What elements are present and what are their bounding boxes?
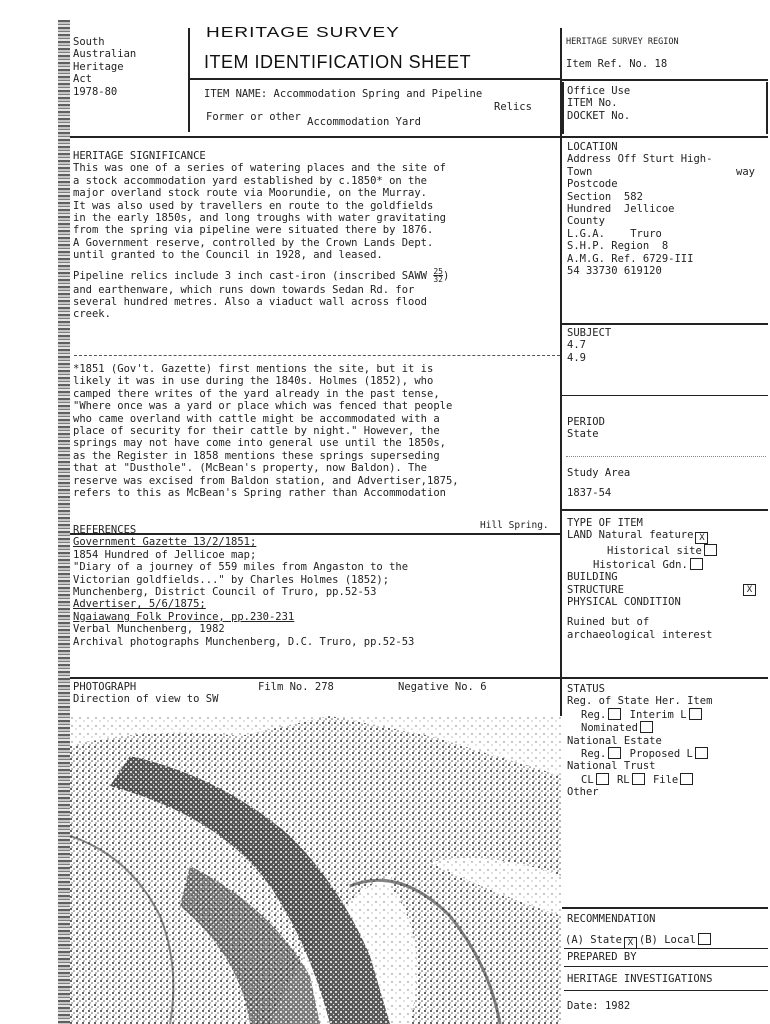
location-section: LOCATION Address Off Sturt High- Town way Postcode Section 582 Hundred Jellicoe County L.G.A. Truro S.H.P. Region 8 A.M.G. Ref. 6729-III 54 33730 619120 [567,141,767,277]
fraction: $\frac{25}{32}$ [433,266,443,284]
recommend-state-checkbox[interactable]: X [624,937,637,949]
prepared-by-label: PREPARED BY [567,951,637,963]
item-ref: Item Ref. No. 18 [566,58,668,70]
footnote-tail: Hill Spring. [480,520,549,531]
status-section: STATUS Reg. of State Her. Item Reg. Interim L Nominated National Estate Reg. Proposed L National Trust CL RL File Other [567,683,713,799]
natural-feature-checkbox[interactable]: X [695,532,708,544]
state-nominated-checkbox[interactable] [640,721,653,733]
state-interim-checkbox[interactable] [689,708,702,720]
rule [562,323,768,325]
recommendation-options: (A) State X (B) Local [565,933,713,949]
historical-site-checkbox[interactable] [704,544,717,556]
rule [562,677,768,679]
sheet-title: ITEM IDENTIFICATION SHEET [204,52,472,72]
dashed-separator [74,355,560,356]
survey-title: HERITAGE SURVEY [206,24,400,41]
item-name: ITEM NAME: Accommodation Spring and Pipeline [204,88,483,100]
references-heading: REFERENCES [73,524,137,536]
negative-number: Negative No. 6 [398,681,487,693]
national-reg-checkbox[interactable] [608,747,621,759]
location-heading: LOCATION [567,141,618,153]
rule [562,907,768,909]
references-section: REFERENCES Government Gazette 13/2/1851; 1854 Hundred of Jellicoe map; "Diary of a journey of 559 miles from Angaston to the Victorian goldfields..." by Charles Holmes (1852); Munchenberg, District Council of Truro, pp.52-53 Advertiser, 5/6/1875; Ngaiawang Folk Province, pp.230-231 Verbal Munchenberg, 1982 Archival photographs Munchenberg, D.C. Truro, pp.52-53 [73,524,415,648]
rule [562,395,768,396]
prepared-by-value: HERITAGE INVESTIGATIONS [567,973,713,985]
scan-margin-strip [58,20,70,1024]
photo-heading: PHOTOGRAPH [73,681,137,693]
former-name: Former or other Accommodation Yard [206,111,421,128]
type-of-item-section: TYPE OF ITEM LAND Natural feature X Historical site Historical Gdn. BUILDING STRUCTURE X PHYSICAL CONDITION Ruined but of archaeological interest [567,517,767,641]
subject-section: SUBJECT 4.7 4.9 [567,327,612,364]
rule [766,82,768,134]
significance-section: HERITAGE SIGNIFICANCE This was one of a series of watering places and the site of a stock accommodation yard established by c.1850* on the major overland stock route via Moorundie, on the Murray. It was also used by travellers en route to the goldfields in the early 1850s, and long troughs with water gravitating from the spring via pipeline were situated there by 1876. A Government reserve, controlled by the Crown Lands Dept. until granted to the Council in 1928, and leased. Pipeline relics include 3 inch cast-iron (inscribed SAWW $\frac{25}{32}$) and earthenware, which runs down towards Sedan Rd. for several hundred metres. Also a viaduct wall across flood creek. [73,150,450,321]
study-area: Study Area 1837-54 [567,467,631,500]
rule [564,966,768,967]
recommendation-heading: RECOMMENDATION [567,913,656,925]
recommend-local-checkbox[interactable] [698,933,711,945]
header-divider [188,28,190,132]
trust-file-checkbox[interactable] [680,773,693,785]
site-photograph [70,716,562,1024]
significance-heading: HERITAGE SIGNIFICANCE [73,150,206,162]
date: Date: 1982 [567,1000,631,1012]
rule [562,82,564,134]
office-use-box: Office Use ITEM No. DOCKET No. [567,85,631,122]
period-section: PERIOD State [567,416,605,441]
state-reg-checkbox[interactable] [608,708,621,720]
rule [564,990,768,991]
structure-checkbox[interactable]: X [743,584,756,596]
rule [562,509,768,511]
photo-direction: Direction of view to SW [73,693,219,705]
historical-garden-checkbox[interactable] [690,558,703,570]
national-proposed-checkbox[interactable] [695,747,708,759]
trust-cl-checkbox[interactable] [596,773,609,785]
film-number: Film No. 278 [258,681,334,693]
item-name-line2: Relics [494,101,532,113]
footnote: *1851 (Gov't. Gazette) first mentions the site, but it is likely it was in use during the 1840s. Holmes (1852), who camped there writes of the yard already in the past tense, "Where once was a yard or place which was fenced that people who came overland with cattle might be accommodated with a place of security for their cattle by night." However, the springs may not have come into general use until the 1850s, as the Register in 1858 mentions these springs superseding that at "Dusthole". (McBean's property, now Baldon). The reserve was excised from Baldon station, and Advertiser,1875, refers to this as McBean's Spring rather than Accommodation [73,363,459,500]
region-header: HERITAGE SURVEY REGION [566,37,679,47]
rule [190,78,560,80]
rule [70,677,562,679]
agency-block: South Australian Heritage Act 1978-80 [73,36,137,98]
rule [562,79,768,81]
rule [70,136,768,138]
trust-rl-checkbox[interactable] [632,773,645,785]
dotted-line [566,456,766,457]
